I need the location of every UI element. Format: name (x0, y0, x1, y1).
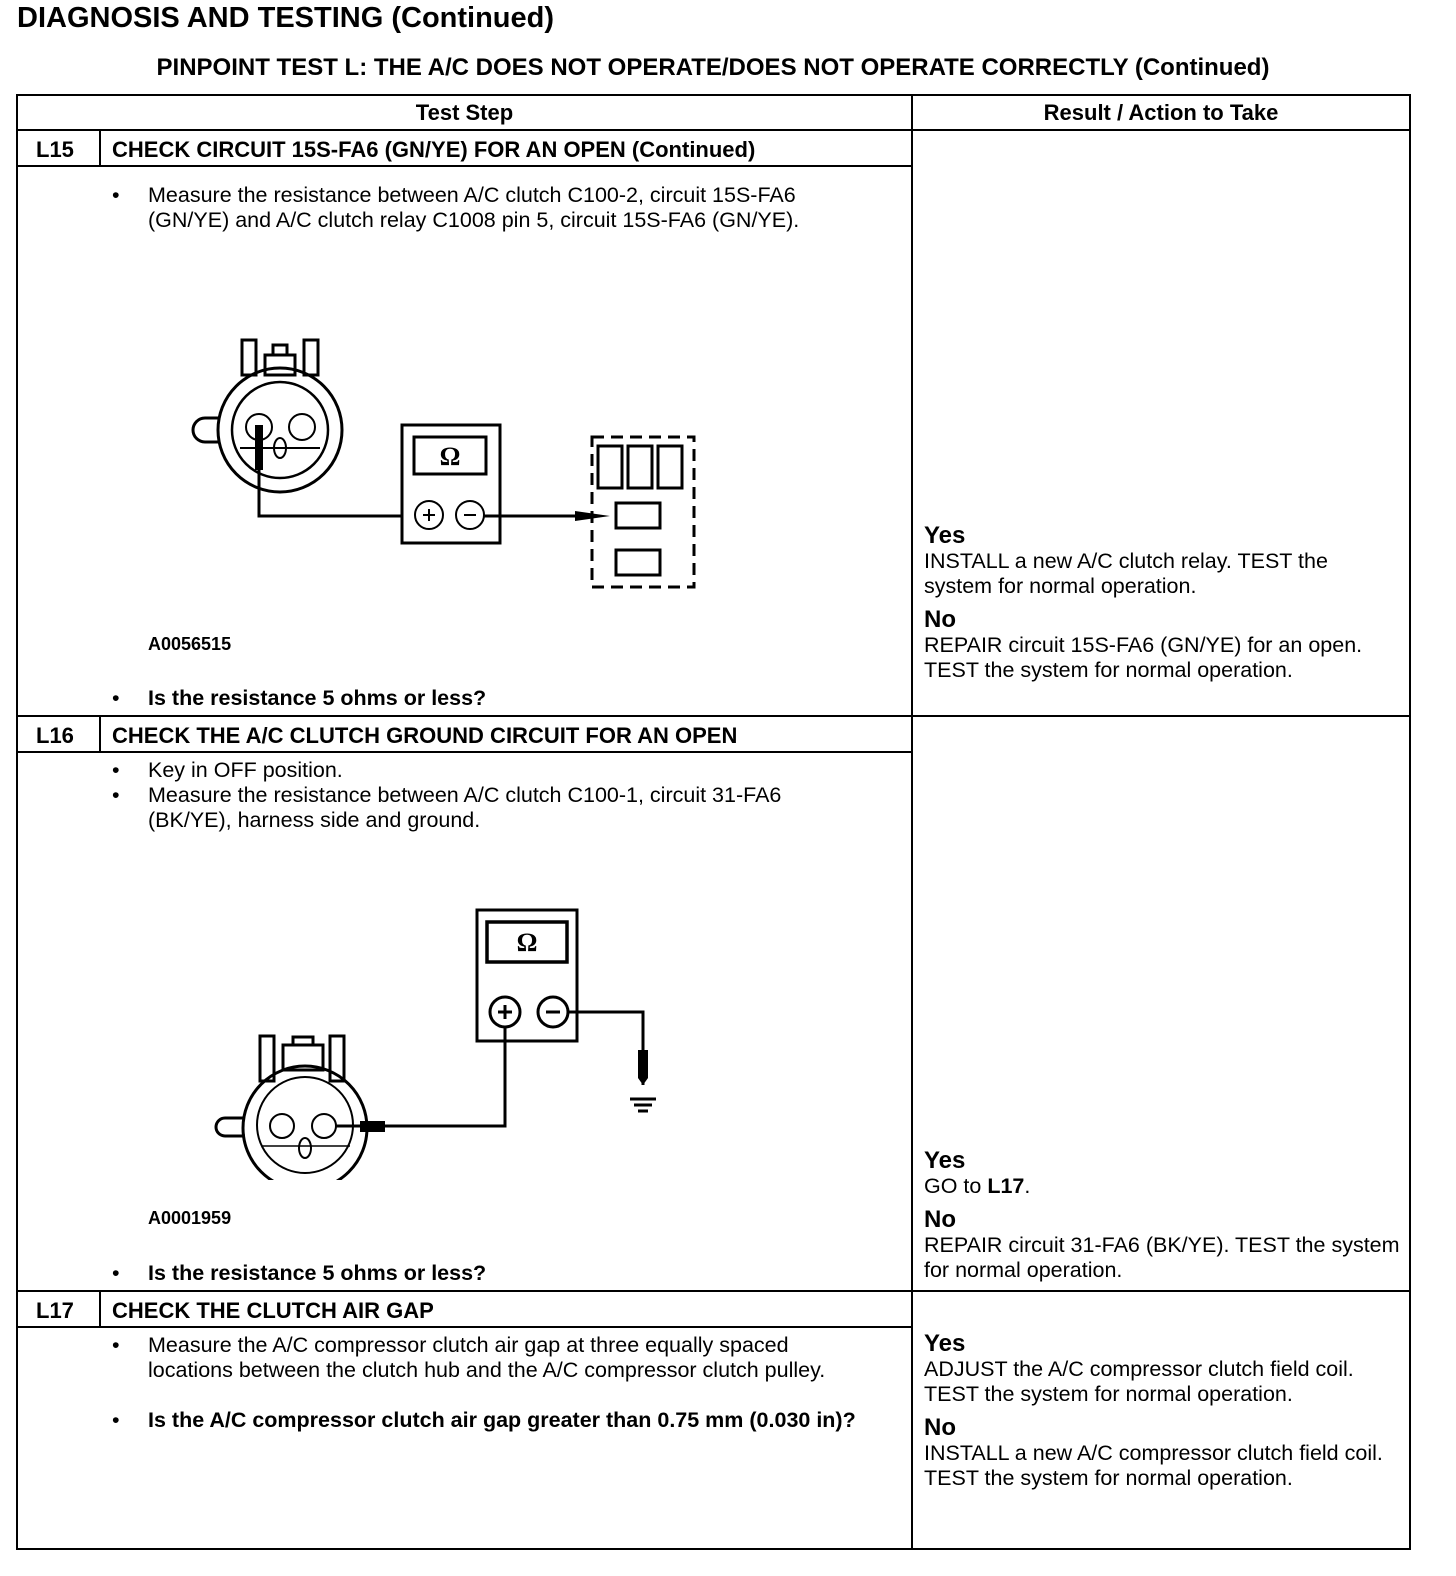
connector-icon (216, 1036, 367, 1180)
no-action: REPAIR circuit 31-FA6 (BK/YE). TEST the system for normal operation. (924, 1233, 1400, 1282)
ohmmeter-diagram-l15 (180, 330, 710, 600)
yes-label: Yes (924, 1330, 966, 1357)
yes-action (924, 1174, 1404, 1199)
step-title: CHECK THE CLUTCH AIR GAP (112, 1298, 434, 1323)
ground-icon (630, 1099, 656, 1111)
yes-label: Yes (924, 1147, 966, 1174)
pinpoint-test-title: PINPOINT TEST L: THE A/C DOES NOT OPERATE/DOES NOT OPERATE CORRECTLY (Continued) (156, 54, 1270, 81)
bullet: • (112, 183, 120, 207)
meter-symbol: Ω (439, 442, 461, 471)
bullet: • (112, 1408, 120, 1432)
ohmmeter-diagram-l16 (200, 900, 680, 1180)
bullet: • (112, 1261, 120, 1285)
result-l17 (924, 1331, 1394, 1491)
step-title: CHECK CIRCUIT 15S-FA6 (GN/YE) FOR AN OPEN (Continued) (112, 137, 756, 162)
column-header-test-step: Test Step (415, 100, 514, 125)
column-header-result: Result / Action to Take (1043, 100, 1279, 125)
figure-id: A0001959 (148, 1208, 232, 1228)
step-question: Is the resistance 5 ohms or less? (148, 1261, 487, 1285)
meter-symbol: Ω (516, 928, 538, 957)
yes-action-suffix: . (1024, 1174, 1031, 1198)
yes-action: ADJUST the A/C compressor clutch field coil. TEST the system for normal operation. (924, 1357, 1354, 1406)
bullet: • (112, 783, 120, 807)
yes-action: INSTALL a new A/C clutch relay. TEST the system for normal operation. (924, 549, 1328, 598)
step-id: L16 (36, 723, 74, 748)
step-question: Is the resistance 5 ohms or less? (148, 686, 487, 710)
yes-label: Yes (924, 522, 966, 549)
page-title: DIAGNOSIS AND TESTING (Continued) (17, 2, 555, 34)
step-instruction: Measure the resistance between A/C clutch C100-1, circuit 31-FA6 (BK/YE), harness side and ground. (148, 783, 782, 832)
no-action: INSTALL a new A/C compressor clutch field coil. TEST the system for normal operation. (924, 1441, 1383, 1490)
step-instruction: Measure the resistance between A/C clutch C100-2, circuit 15S-FA6 (GN/YE) and A/C clutch relay C1008 pin 5, circuit 15S-FA6 (GN/YE). (148, 183, 800, 232)
figure-id: A0056515 (148, 634, 232, 654)
no-label: No (924, 1206, 956, 1233)
step-instruction: Measure the A/C compressor clutch air gap at three equally spaced locations between the clutch hub and the A/C compressor clutch pulley. (148, 1333, 826, 1382)
step-id: L15 (36, 137, 74, 162)
no-label: No (924, 606, 956, 633)
connector-icon (193, 340, 342, 492)
bullet: • (112, 1333, 120, 1357)
bullet: • (112, 686, 120, 710)
go-to-step-link[interactable]: L17 (987, 1174, 1025, 1198)
step-question: Is the A/C compressor clutch air gap greater than 0.75 mm (0.030 in)? (148, 1408, 856, 1432)
result-l16 (924, 1148, 1404, 1283)
no-action: REPAIR circuit 15S-FA6 (GN/YE) for an open. TEST the system for normal operation. (924, 633, 1363, 682)
bullet: • (112, 758, 120, 782)
yes-action-text: GO to (924, 1174, 988, 1198)
step-title: CHECK THE A/C CLUTCH GROUND CIRCUIT FOR AN OPEN (112, 723, 738, 748)
no-label: No (924, 1414, 956, 1441)
relay-box-icon (592, 437, 694, 587)
step-instruction: Key in OFF position. (148, 758, 343, 782)
result-l15 (924, 523, 1394, 683)
step-id: L17 (36, 1298, 74, 1323)
